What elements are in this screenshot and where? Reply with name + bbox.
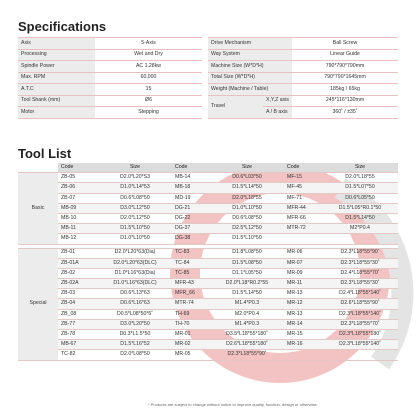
tool-code-cell (284, 350, 322, 360)
tool-size-cell: D2.0*L20*63(Dia) (98, 248, 172, 258)
table-row (18, 268, 398, 278)
tool-size-cell: D2.0*L18*55 (210, 193, 284, 203)
tool-size-cell: M1.4*P0.3 (210, 299, 284, 309)
column-header: Size (98, 163, 172, 173)
tool-code-cell: MR-13 (284, 289, 322, 299)
spec-label: Tool Shank (mm) (18, 95, 95, 107)
tool-size-cell: D1.0*L10*50 (210, 203, 284, 213)
table-row (18, 183, 398, 193)
tool-code-cell: MR-16 (284, 340, 322, 350)
tool-size-cell: D1.5*L08*50 (210, 258, 284, 268)
tool-size-cell: M2.0*P0.4 (210, 309, 284, 319)
tool-code-cell: MFR-44 (284, 203, 322, 213)
spec-value: 185kg / 65kg (292, 84, 398, 96)
tool-code-cell: MR-02 (172, 340, 210, 350)
tool-code-cell: MR-07 (284, 258, 322, 268)
spec-label: Spindle Power (18, 61, 95, 73)
tool-code-cell (284, 234, 322, 244)
tool-code-cell: MFR-43 (172, 279, 210, 289)
tool-size-cell: D1.8*L08*50 (210, 248, 284, 258)
tool-code-cell: ZB-06 (58, 183, 98, 193)
tool-size-cell: D3.5*L18*55*180˚ (210, 330, 284, 340)
tool-code-cell: MR-14 (284, 319, 322, 329)
tool-code-cell: ZB-02A (58, 279, 98, 289)
tool-code-cell: MF-15 (284, 173, 322, 183)
tool-size-cell: D2.3*L18*55*180˚ (322, 330, 398, 340)
table-row (18, 299, 398, 309)
tool-size-cell: M2*P0.4 (322, 224, 398, 234)
tool-size-cell: D2.4*L18*55*70˚ (322, 268, 398, 278)
spec-label: Motor (18, 107, 95, 119)
table-row (18, 193, 398, 203)
tool-code-cell: MR-06 (284, 248, 322, 258)
spec-value: Stepping (95, 107, 205, 119)
table-row (18, 248, 398, 258)
tool-code-cell: MB-14 (172, 173, 210, 183)
tool-size-cell: D0.6*L03*50 (210, 173, 284, 183)
tool-size-cell: D1.5*L16*52 (98, 340, 172, 350)
table-row (18, 289, 398, 299)
tool-code-cell: MR-01 (172, 330, 210, 340)
tool-size-cell: D2.0*L12*50 (98, 213, 172, 223)
tool-size-cell (322, 234, 398, 244)
tool-size-cell: D1.0*L14*53 (98, 183, 172, 193)
travel-axis-label: A / B axis (263, 107, 292, 119)
tool-size-cell: D0.6*L05*50 (322, 193, 398, 203)
tool-size-cell: D1.5*L14*50 (210, 183, 284, 193)
table-row (18, 319, 398, 329)
tool-size-cell: D2.3*L18*55*140˚ (322, 309, 398, 319)
table-row (18, 213, 398, 223)
tool-size-cell: D0.6*L08*50 (98, 193, 172, 203)
tool-size-cell: D1.5*L14*50 (210, 289, 284, 299)
tool-code-cell: MB-12 (58, 234, 98, 244)
table-row (18, 350, 398, 360)
spec-label: Total Size (W*D*H) (205, 72, 292, 84)
spec-label: Processing (18, 49, 95, 61)
tool-size-cell: D0.6*L08*50 (210, 213, 284, 223)
tool-size-cell: D1.0*L16*63(DLC) (98, 279, 172, 289)
tool-code-cell: ZB-03 (58, 289, 98, 299)
spec-label: Drive Mechanism (205, 38, 292, 50)
spec-value: 790*790*1645mm (292, 72, 398, 84)
tool-code-cell: TC-85 (172, 268, 210, 278)
spec-label: Max. RPM (18, 72, 95, 84)
spec-value: Linear Guide (292, 49, 398, 61)
tool-code-cell: ZB-05 (58, 173, 98, 183)
tool-code-cell: DG-22 (172, 213, 210, 223)
tool-size-cell: D2.0*L18*55 (322, 173, 398, 183)
tool-list-body (18, 173, 398, 360)
tool-code-cell: DG-21 (172, 203, 210, 213)
spec-label: Way System (205, 49, 292, 61)
tool-code-cell: TC-84 (172, 258, 210, 268)
spec-row (18, 84, 398, 96)
tool-code-cell: MFR-66 (284, 213, 322, 223)
tool-code-cell: MB-10 (58, 213, 98, 223)
tool-size-cell: D1.5*L10*50 (98, 224, 172, 234)
tool-code-cell: TC-83 (172, 248, 210, 258)
tool-code-cell: MR-12 (284, 299, 322, 309)
tool-code-cell: MR-05 (172, 350, 210, 360)
tool-size-cell: D2.3*L18*55*140˚ (322, 340, 398, 350)
tool-size-cell: D2.0*L18*R0.2*55 (210, 279, 284, 289)
footnote: * Products are subject to change without notice to improve quality, function, design or otherwise. (148, 402, 318, 407)
table-row (18, 309, 398, 319)
table-row (18, 340, 398, 350)
tool-code-cell: MB-11 (58, 224, 98, 234)
tool-size-cell (322, 350, 398, 360)
column-header: Code (172, 163, 210, 173)
tool-code-cell: DG-37 (172, 224, 210, 234)
spec-row (18, 61, 398, 73)
tool-size-cell: D1.5*L14*50 (322, 213, 398, 223)
spec-row (18, 95, 398, 107)
spec-value: 245*116*130mm (292, 95, 398, 107)
tool-code-cell: MB-09 (58, 203, 98, 213)
tool-size-cell: M1.4*P0.3 (210, 319, 284, 329)
spec-value: 360˚ / ±35˚ (292, 107, 398, 119)
tool-size-cell: D2.3*L18*55*70˚ (322, 319, 398, 329)
tool-size-cell: D1.5*L07*50 (322, 183, 398, 193)
spec-value: AC 1.28kw (95, 61, 205, 73)
tool-size-cell: D2.0*L20*S3 (98, 173, 172, 183)
tool-size-cell: D1.1*L05*50 (210, 268, 284, 278)
tool-size-cell: D1.0*L16*63(Dia) (98, 268, 172, 278)
tool-size-cell: D2.0*L08*50 (98, 350, 172, 360)
spec-row (18, 49, 398, 61)
spec-value: Ø6 (95, 95, 205, 107)
tool-size-cell: D0.3*L1.5*50 (98, 330, 172, 340)
tool-code-cell: ZB-01A (58, 258, 98, 268)
spec-label: A.T.C (18, 84, 95, 96)
tool-code-cell: MTR-74 (172, 299, 210, 309)
tool-code-cell: TH-70 (172, 319, 210, 329)
travel-axis-label: X,Y,Z axis (263, 95, 292, 107)
tool-size-cell: D3.0*L20*50 (98, 319, 172, 329)
spec-value: 15 (95, 84, 205, 96)
table-row (18, 330, 398, 340)
tool-code-cell: ZB-02 (58, 268, 98, 278)
tool-size-cell: D2.3*L18*55*30˚ (322, 279, 398, 289)
tool-size-cell: D1.5*L10*50 (210, 234, 284, 244)
tool-code-cell: MR-11 (284, 279, 322, 289)
tool-size-cell: D2.3*L18*55*90˚ (322, 248, 398, 258)
tool-size-cell: D2.6*L18*55*90˚ (322, 299, 398, 309)
spec-label: Axis (18, 38, 95, 50)
table-row (18, 234, 398, 244)
tool-code-cell: ZB-78 (58, 330, 98, 340)
column-header: Size (210, 163, 284, 173)
tool-code-cell: ZB-01 (58, 248, 98, 258)
tool-size-cell: D0.6*L13*63 (98, 289, 172, 299)
tool-code-cell: MTR-72 (284, 224, 322, 234)
table-row (18, 279, 398, 289)
group-label-basic: Basic (18, 173, 58, 244)
tool-code-cell: MR-13 (284, 309, 322, 319)
column-header: Size (322, 163, 398, 173)
tool-size-cell: D2.4*L18*55*140˚ (322, 289, 398, 299)
tool-code-cell: MB-18 (172, 183, 210, 193)
column-header: Code (284, 163, 322, 173)
tool-code-cell: MF-45 (284, 183, 322, 193)
spec-value: 5-Axis (95, 38, 205, 50)
tool-code-cell: MF-71 (284, 193, 322, 203)
tool-size-cell: D2.3*L18*55*90˚ (210, 350, 284, 360)
spec-label-travel: Travel (205, 95, 263, 118)
table-row (18, 173, 398, 183)
table-row (18, 258, 398, 268)
tool-size-cell: D3.0*L12*50 (98, 203, 172, 213)
spec-value: 790*790*790mm (292, 61, 398, 73)
spec-value: Wet and Dry (95, 49, 205, 61)
spec-value: Ball Screw (292, 38, 398, 50)
tool-size-cell: D2.6*L18*55*180˚ (210, 340, 284, 350)
tool-code-cell: MR-15 (284, 330, 322, 340)
tool-size-cell: D2.0*L20*63(DLC) (98, 258, 172, 268)
tool-code-cell: MFR_66 (172, 289, 210, 299)
tool-list-header-row (18, 163, 398, 173)
specifications-title: Specifications (18, 19, 107, 34)
tool-code-cell: TC-82 (58, 350, 98, 360)
tool-size-cell: D2.3*L18*55*30˚ (322, 258, 398, 268)
group-header-cell (18, 163, 58, 173)
tool-size-cell: D0.5*L08*50*6˚ (98, 309, 172, 319)
tool-code-cell: ZB-77 (58, 319, 98, 329)
tool-size-cell: D1.0*L10*50 (98, 234, 172, 244)
table-row (18, 224, 398, 234)
table-row (18, 203, 398, 213)
tool-code-cell: ZB_08 (58, 309, 98, 319)
tool-size-cell: D2.5*L12*50 (210, 224, 284, 234)
tool-code-cell: DG-38 (172, 234, 210, 244)
spec-value: 60,000 (95, 72, 205, 84)
tool-code-cell: ZB-07 (58, 193, 98, 203)
spec-label: Machine Size (W*D*H) (205, 61, 292, 73)
tool-code-cell: TH-69 (172, 309, 210, 319)
specifications-table (18, 37, 398, 119)
tool-size-cell: D1.5*L05*R0.1*50 (322, 203, 398, 213)
tool-code-cell: MD-19 (172, 193, 210, 203)
spec-row (18, 72, 398, 84)
tool-code-cell: ZB-04 (58, 299, 98, 309)
column-header: Code (58, 163, 98, 173)
tool-list-title: Tool List (18, 146, 72, 161)
spec-label: Weight (Machine / Table) (205, 84, 292, 96)
tool-code-cell: MR-09 (284, 268, 322, 278)
spec-row (18, 38, 398, 50)
tool-list-table (18, 163, 398, 361)
tool-code-cell: MB-67 (58, 340, 98, 350)
tool-size-cell: D0.6*L16*63 (98, 299, 172, 309)
group-label-special: Special (18, 248, 58, 360)
